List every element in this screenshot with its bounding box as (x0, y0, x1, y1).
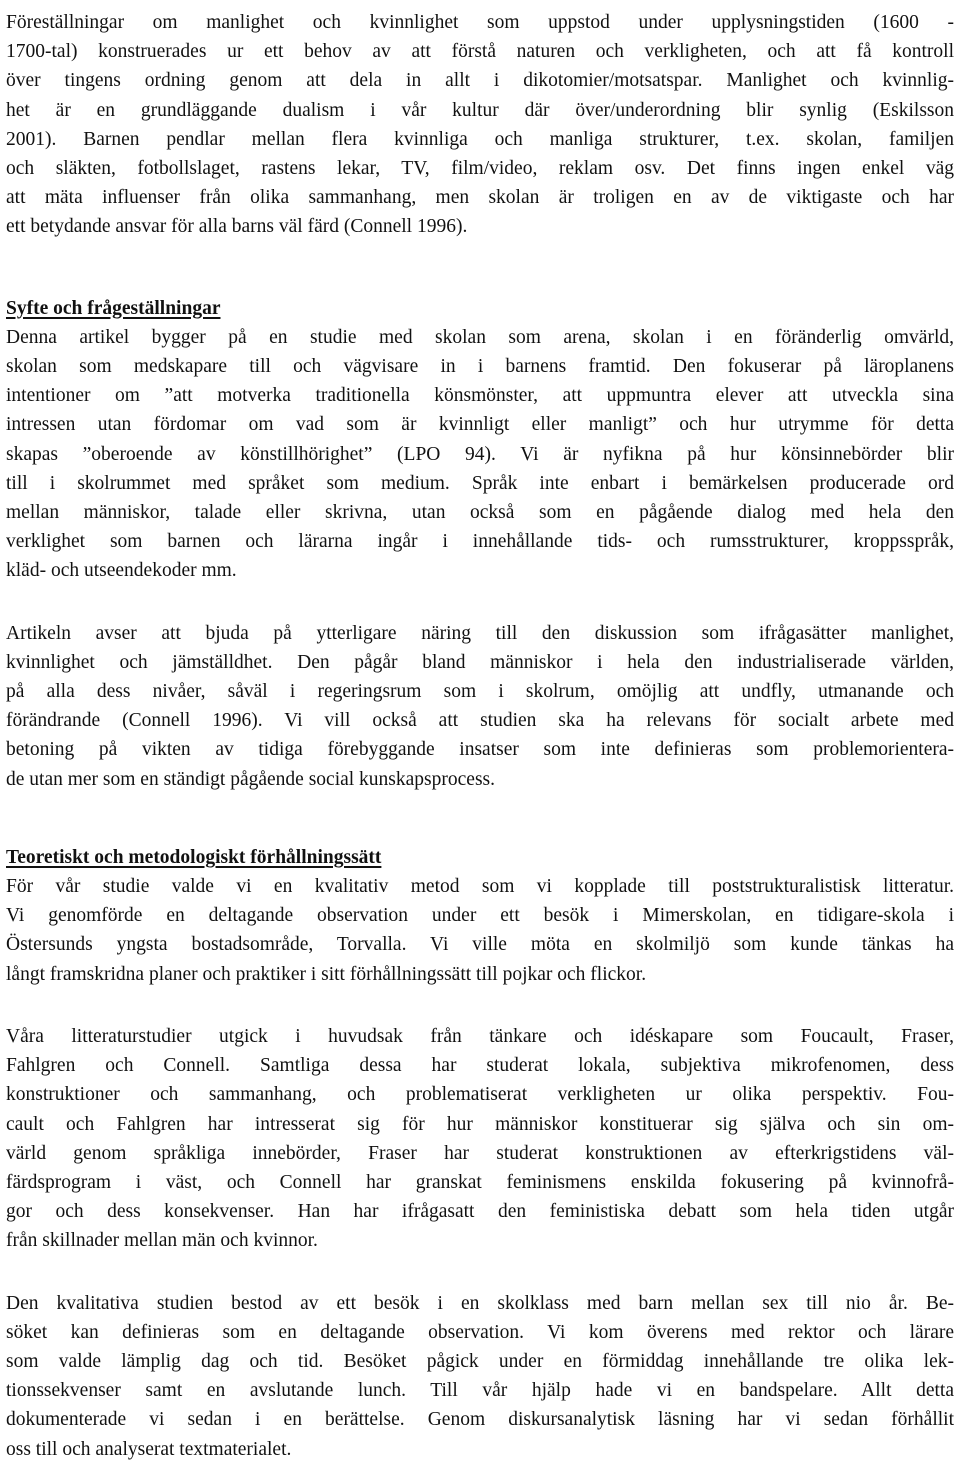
text-line: skapas ”oberoende av könstillhörighet” (LPO 94). Vi är nyfikna på hur könsinnebörder blir (6, 443, 954, 465)
text-line: till i skolrummet med språket som medium. Språk inte enbart i bemärkelsen producerade ord (6, 472, 954, 494)
spacer (6, 989, 954, 1022)
paragraph-syfte (6, 323, 954, 586)
text-line: Den kvalitativa studien bestod av ett besök i en skolklass med barn mellan sex till nio år. Be- (6, 1292, 954, 1314)
text-line: betoning på vikten av tidiga förebyggande insatser som inte definieras som problemorientera- (6, 739, 954, 761)
text-line: på alla dess nivåer, såväl i regeringsrum som i skolrum, omöjlig att undfly, utmanande och (6, 681, 954, 703)
text-line: Artikeln avser att bjuda på ytterligare näring till den diskussion som ifrågasätter manlighet, (6, 622, 954, 644)
text-line: intentioner om ”att motverka traditionella könsmönster, att uppmuntra elever att utveckla sina (6, 385, 954, 407)
spacer (6, 1256, 954, 1289)
paragraph-metod (6, 872, 954, 989)
text-line: mellan människor, talade eller skrivna, utan också som en pågående dialog med hela den (6, 502, 954, 524)
text-line: kläd- och utseendekoder mm. (6, 560, 237, 582)
text-line: som valde lämplig dag och tid. Besöket pågick under en förmiddag innehållande tre olika lek- (6, 1350, 954, 1372)
text-line: Föreställningar om manlighet och kvinnlighet som uppstod under upplysningstiden (1600 - (6, 12, 954, 33)
text-line: tionssekvenser samt en avslutande lunch. Till vår hjälp hade vi en bandspelare. Allt detta (6, 1380, 954, 1402)
paragraph-litteratur (6, 1022, 954, 1256)
text-line: långt framskridna planer och praktiker i sitt förhållningssätt till pojkar och flickor. (6, 963, 647, 985)
text-line: Östersunds yngsta bostadsområde, Torvalla. Vi ville möta en skolmiljö som kunde tänkas ha (6, 934, 954, 956)
text-line: cault och Fahlgren har intresserat sig för hur människor konstituerar sig själva och sin om- (6, 1113, 954, 1135)
spacer (6, 794, 954, 843)
text-line: konstruktioner och sammanhang, och problematiserat verkligheten ur olika perspektiv. Fou- (6, 1084, 954, 1106)
text-line: För vår studie valde vi en kvalitativ metod som vi kopplade till poststrukturalistisk litteratur. (6, 876, 954, 898)
text-line: het är en grundläggande dualism i vår kultur där över/underordning blir synlig (Eskilsson (6, 99, 954, 121)
text-line: från skillnader mellan män och kvinnor. (6, 1230, 318, 1252)
text-line: verklighet som barnen och lärarna ingår i innehållande tids- och rumsstrukturer, kroppsspråk, (6, 531, 954, 553)
section-heading-syfte: Syfte och frågeställningar (6, 297, 221, 319)
text-line: att mäta influenser från olika sammanhang, men skolan är troligen en av de viktigaste och har (6, 187, 954, 209)
section-heading-teoretiskt: Teoretiskt och metodologiskt förhållningssätt (6, 846, 382, 868)
text-line: de utan mer som en ständigt pågående social kunskapsprocess. (6, 768, 495, 790)
text-line: färdsprogram i väst, och Connell har granskat feminismens enskilda fokusering på kvinnofrå- (6, 1171, 954, 1193)
text-line: och släkten, fotbollslaget, rastens lekar, TV, film/video, reklam osv. Det finns ingen enkel väg (6, 158, 954, 180)
paragraph-artikeln (6, 619, 954, 794)
text-line: 2001). Barnen pendlar mellan flera kvinnliga och manliga strukturer, t.ex. skolan, familjen (6, 128, 954, 150)
text-line: värld genom språkliga innebörder, Fraser har studerat konstruktionen av efterkrigstidens väl- (6, 1142, 954, 1164)
text-line: Vi genomförde en deltagande observation under ett besök i Mimerskolan, en tidigare-skola i (6, 905, 954, 927)
text-line: ett betydande ansvar för alla barns väl färd (Connell 1996). (6, 216, 468, 238)
text-line: kvinnlighet och jämställdhet. Den pågår bland människor i hela den industrialiserade världen, (6, 651, 954, 673)
text-line: oss till och analyserat textmaterialet. (6, 1438, 292, 1460)
text-line: Våra litteraturstudier utgick i huvudsak från tänkare och idéskapare som Foucault, Fraser, (6, 1025, 954, 1047)
spacer (6, 586, 954, 619)
text-line: söket kan definieras som en deltagande observation. Vi kom överens med rektor och lärare (6, 1321, 954, 1343)
text-line: dokumenterade vi sedan i en berättelse. Genom diskursanalytisk läsning har vi sedan förhållit (6, 1409, 954, 1431)
text-line: Fahlgren och Connell. Samtliga dessa har studerat lokala, subjektiva mikrofenomen, dess (6, 1055, 954, 1077)
text-line: 1700-tal) konstruerades ur ett behov av att förstå naturen och verkligheten, och att få kontroll (6, 41, 954, 63)
text-line: intressen utan fördomar om vad som är kvinnligt eller manligt” och hur utrymme för detta (6, 414, 954, 436)
paragraph-intro (6, 8, 954, 242)
text-line: Denna artikel bygger på en studie med skolan som arena, skolan i en föränderlig omvärld, (6, 326, 954, 348)
document-page (6, 8, 954, 1464)
text-line: gor och dess konsekvenser. Han har ifrågasatt den feministiska debatt som hela tiden utgår (6, 1201, 954, 1223)
paragraph-studien (6, 1289, 954, 1464)
text-line: förändrande (Connell 1996). Vi vill också att studien ska ha relevans för socialt arbete med (6, 710, 954, 732)
text-line: över tingens ordning genom att dela in allt i dikotomier/motsatspar. Manlighet och kvinnlig- (6, 70, 954, 92)
spacer (6, 242, 954, 294)
text-line: skolan som medskapare till och vägvisare in i barnens framtid. Den fokuserar på läroplanens (6, 356, 954, 378)
